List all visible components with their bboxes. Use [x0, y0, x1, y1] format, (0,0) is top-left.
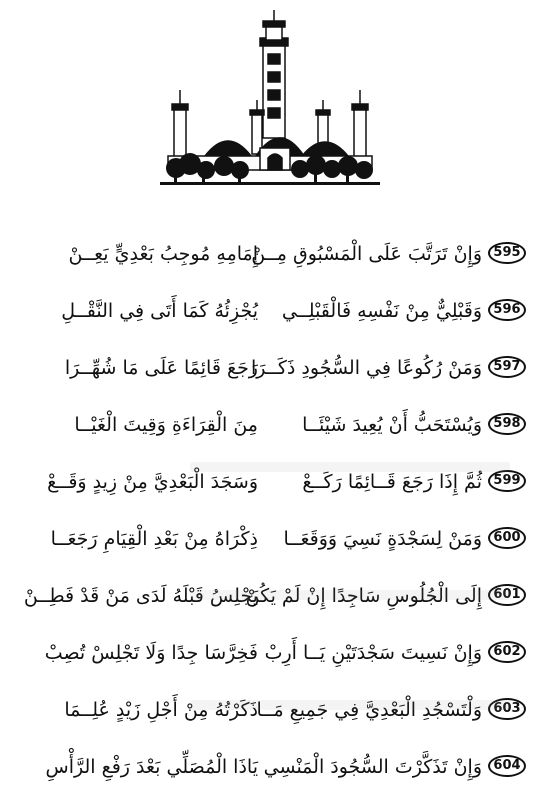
verse-second-hemistich: وَسَجَدَ الْبَعْدِيَّ مِنْ زِيدٍ وَقَــعْ [47, 471, 258, 493]
verse-number-badge: 598 [488, 413, 526, 435]
verse-row [0, 232, 540, 280]
verse-first-hemistich: وَيُسْتَحَبُّ أَنْ يُعِيدَ شَيْئَــا [302, 414, 482, 436]
verse-number-badge: 603 [488, 698, 526, 720]
verse-number-badge: 600 [488, 527, 526, 549]
verse-number-badge: 602 [488, 641, 526, 663]
verse-row [0, 745, 540, 793]
verse-first-hemistich: وَمَنْ رُكُوعًا فِي السُّجُودِ ذَكَــرَا [250, 357, 482, 379]
verse-number-badge: 597 [488, 356, 526, 378]
verse-row [0, 517, 540, 565]
verse-row [0, 403, 540, 451]
verse-number-badge: 595 [488, 242, 526, 264]
verse-number-badge: 599 [488, 470, 526, 492]
verse-second-hemistich: ذِكْرَاهُ مِنْ بَعْدِ الْقِيَامِ رَجَعَــا [50, 528, 258, 550]
verse-second-hemistich: يَجْلِسُ قَبْلَهُ لَدَى مَنْ قَدْ فَطِــنْ [23, 585, 258, 607]
verse-number-badge: 601 [488, 584, 526, 606]
verse-number-badge: 596 [488, 299, 526, 321]
verse-second-hemistich: إِمَامِهِ مُوجِبُ بَعْدِيٍّ يَعِــنْ [68, 243, 258, 265]
verse-number-badge: 604 [488, 755, 526, 777]
bleed-through-shadow [190, 590, 510, 600]
verse-second-hemistich: رَجَعَ قَائِمًا عَلَى مَا شُهِّــرَا [64, 357, 258, 379]
verse-first-hemistich: وَإِنْ نَسِيتَ سَجْدَتَيْنِ يَــا أَرِبْ [264, 642, 482, 664]
bleed-through-shadow [190, 700, 510, 710]
verse-first-hemistich: وَإِنْ تَذَكَّرْتَ السُّجُودَ الْمَنْسِي [263, 756, 482, 778]
bleed-through-shadow [190, 462, 510, 472]
verse-second-hemistich: فَخِرَّسَا جِدًا وَلَا تَجْلِسْ تُصِبْ [44, 642, 258, 664]
verse-first-hemistich: وَلْتَسْجُدِ الْبَعْدِيَّ فِي جَمِيعِ مَــا [256, 699, 482, 721]
verse-second-hemistich: مِنَ الْقِرَاءَةِ وَقِيتَ الْغَيْــا [74, 414, 258, 436]
verse-row [0, 631, 540, 679]
verse-first-hemistich: وَمَنْ لِسَجْدَةٍ نَسِيَ وَوَقَعَــا [283, 528, 482, 550]
verse-first-hemistich: إِلَى الْجُلُوسِ سَاجِدًا إِنْ لَمْ يَكُنْ [245, 585, 482, 607]
verse-first-hemistich: وَإِنْ تَرَتَّبَ عَلَى الْمَسْبُوقِ مِــنْ [251, 243, 482, 265]
verse-row [0, 688, 540, 736]
verse-row [0, 289, 540, 337]
verse-first-hemistich: وَقَبْلِيٌّ مِنْ نَفْسِهِ فَالْقَبْلِــي [281, 300, 482, 322]
verse-first-hemistich: ثُمَّ إِذَا رَجَعَ قَــائِمًا رَكَــعْ [302, 471, 482, 493]
mosque-icon [160, 10, 380, 188]
verse-second-hemistich: يَاذَا الْمُصَلِّي بَعْدَ رَفْعِ الرَّأْسِ [45, 756, 258, 778]
verse-second-hemistich: يُجْزِئُهُ كَمَا أَتَى فِي النَّقْــلِ [61, 300, 258, 322]
verse-row [0, 346, 540, 394]
verse-second-hemistich: ذَكَرْتُهُ مِنْ أَجْلِ زَيْدٍ عُلِــمَا [64, 699, 258, 721]
